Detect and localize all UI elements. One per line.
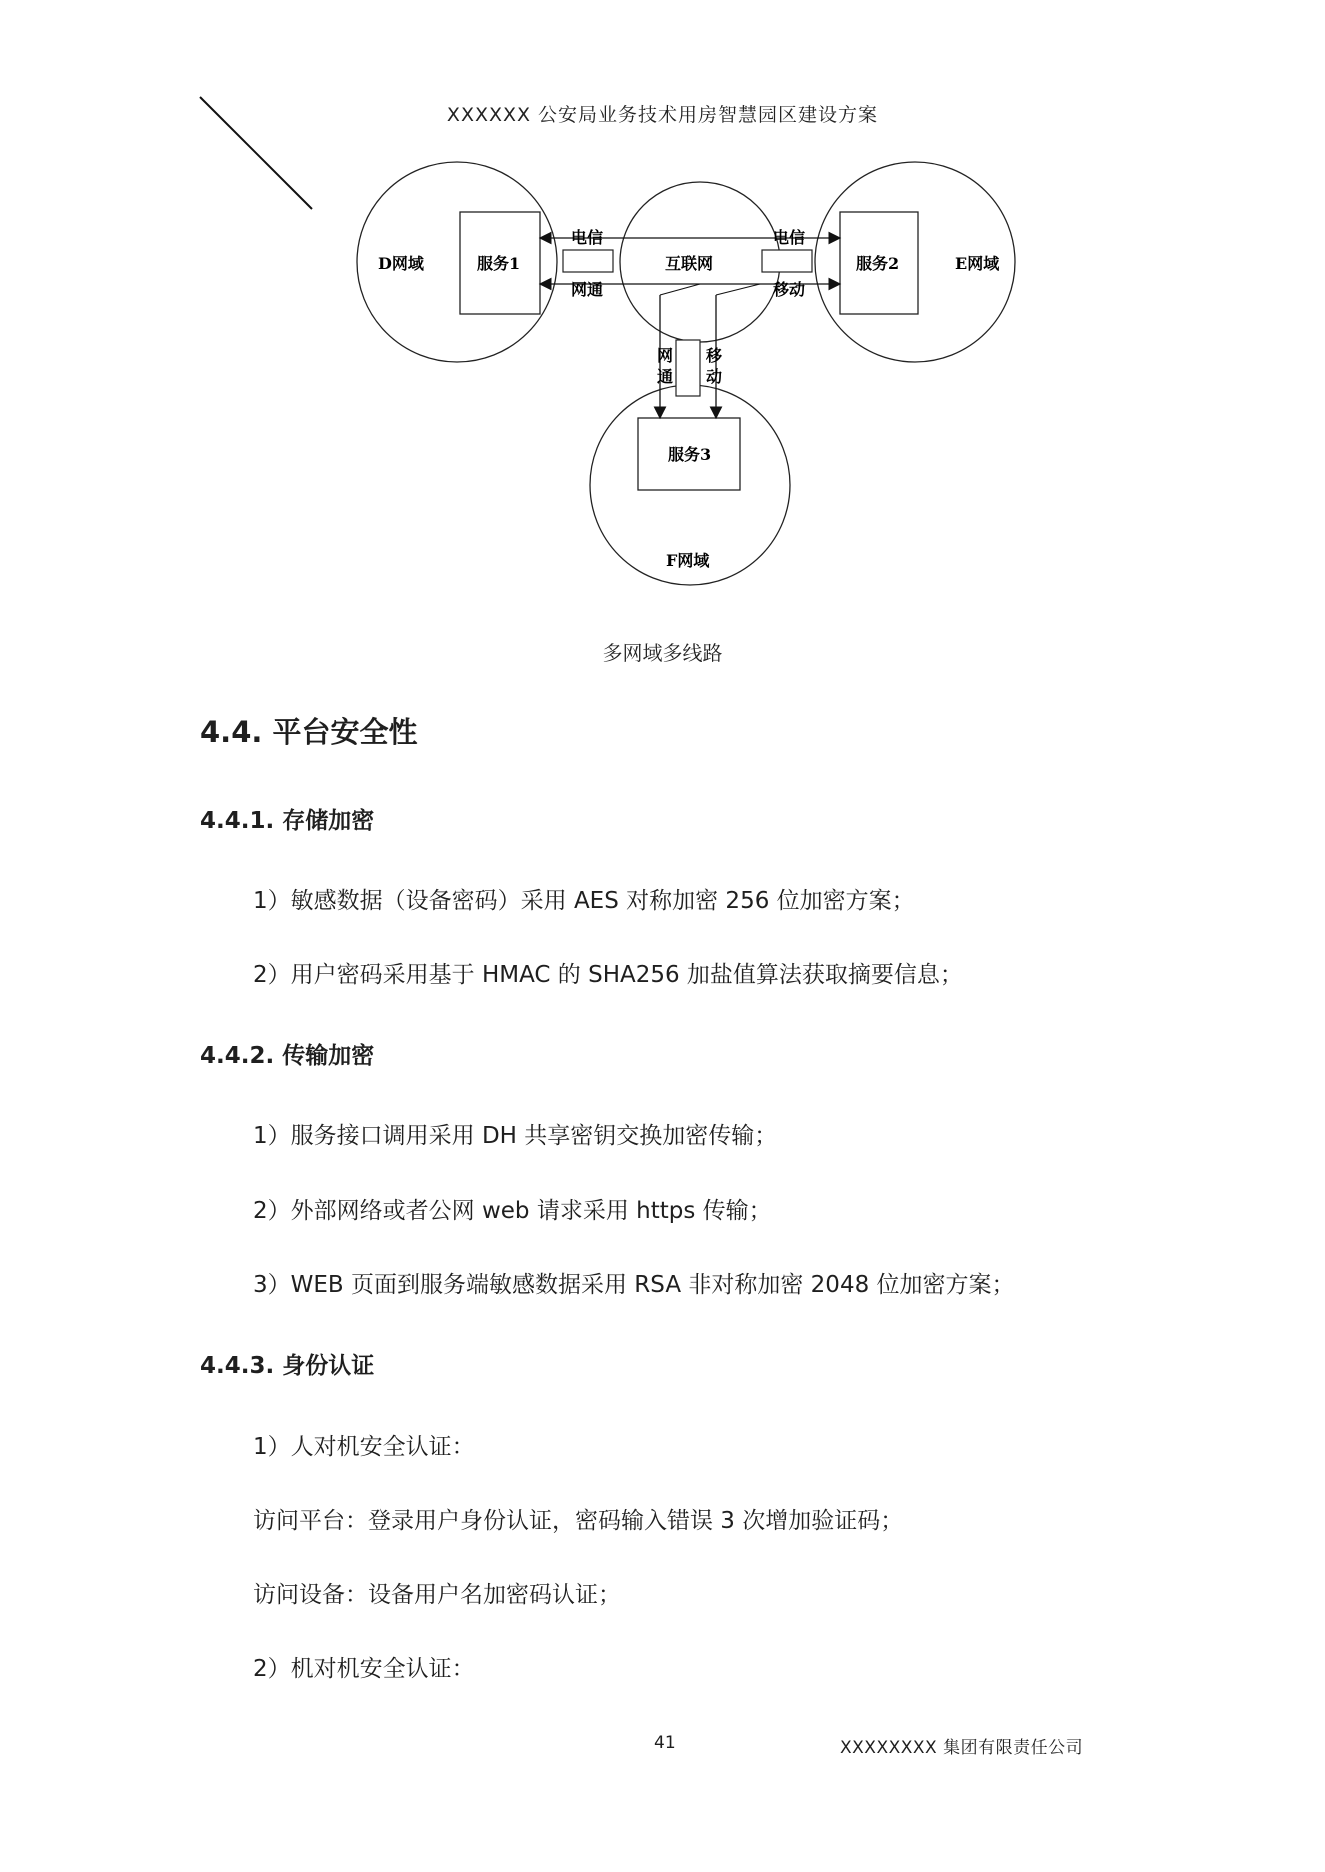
footer-company: XXXXXXXX 集团有限责任公司 [840, 1738, 1084, 1758]
service1-label: 服务1 [477, 254, 521, 273]
paragraph: 访问设备：设备用户名加密码认证； [253, 1582, 621, 1608]
link-wangtong-vertical-2: 通 [657, 367, 674, 386]
link-join-right [716, 284, 760, 295]
page-number: 41 [654, 1733, 676, 1753]
service2-label: 服务2 [856, 254, 900, 273]
diagonal-mark [0, 0, 330, 220]
paragraph: 2）用户密码采用基于 HMAC 的 SHA256 加盐值算法获取摘要信息； [253, 962, 963, 988]
paragraph: 访问平台：登录用户身份认证，密码输入错误 3 次增加验证码； [253, 1508, 904, 1534]
section-heading: 4.4. 平台安全性 [200, 715, 418, 749]
f-domain-label: F网域 [666, 551, 710, 570]
link-dianxin-left: 电信 [571, 228, 604, 247]
service3-label: 服务3 [668, 445, 712, 464]
paragraph: 1）敏感数据（设备密码）采用 AES 对称加密 256 位加密方案； [253, 888, 915, 914]
link-yidong-vertical-2: 动 [706, 367, 723, 386]
link-join-left [660, 284, 700, 295]
network-diagram [355, 165, 1000, 585]
subsection-heading-identity: 4.4.3. 身份认证 [200, 1353, 375, 1379]
subsection-heading-transport: 4.4.2. 传输加密 [200, 1043, 375, 1069]
figure-caption: 多网域多线路 [602, 641, 723, 665]
page-header: XXXXXX 公安局业务技术用房智慧园区建设方案 [446, 104, 879, 126]
paragraph: 1）人对机安全认证： [253, 1434, 475, 1460]
paragraph: 2）外部网络或者公网 web 请求采用 https 传输； [253, 1198, 772, 1224]
paragraph: 3）WEB 页面到服务端敏感数据采用 RSA 非对称加密 2048 位加密方案； [253, 1272, 1015, 1298]
link-dianxin-right: 电信 [773, 228, 806, 247]
subsection-heading-storage: 4.4.1. 存储加密 [200, 808, 375, 834]
tube-left [563, 250, 613, 272]
tube-right [762, 250, 812, 272]
e-domain-label: E网域 [955, 254, 1000, 273]
link-wangtong-left: 网通 [571, 280, 604, 299]
link-yidong-right: 移动 [773, 280, 806, 299]
link-yidong-vertical-1: 移 [706, 346, 723, 365]
d-domain-label: D网域 [378, 254, 424, 273]
paragraph: 1）服务接口调用采用 DH 共享密钥交换加密传输； [253, 1123, 778, 1149]
internet-label: 互联网 [665, 254, 714, 273]
tube-vertical [676, 340, 700, 396]
link-wangtong-vertical-1: 网 [657, 346, 674, 365]
paragraph: 2）机对机安全认证： [253, 1656, 475, 1682]
